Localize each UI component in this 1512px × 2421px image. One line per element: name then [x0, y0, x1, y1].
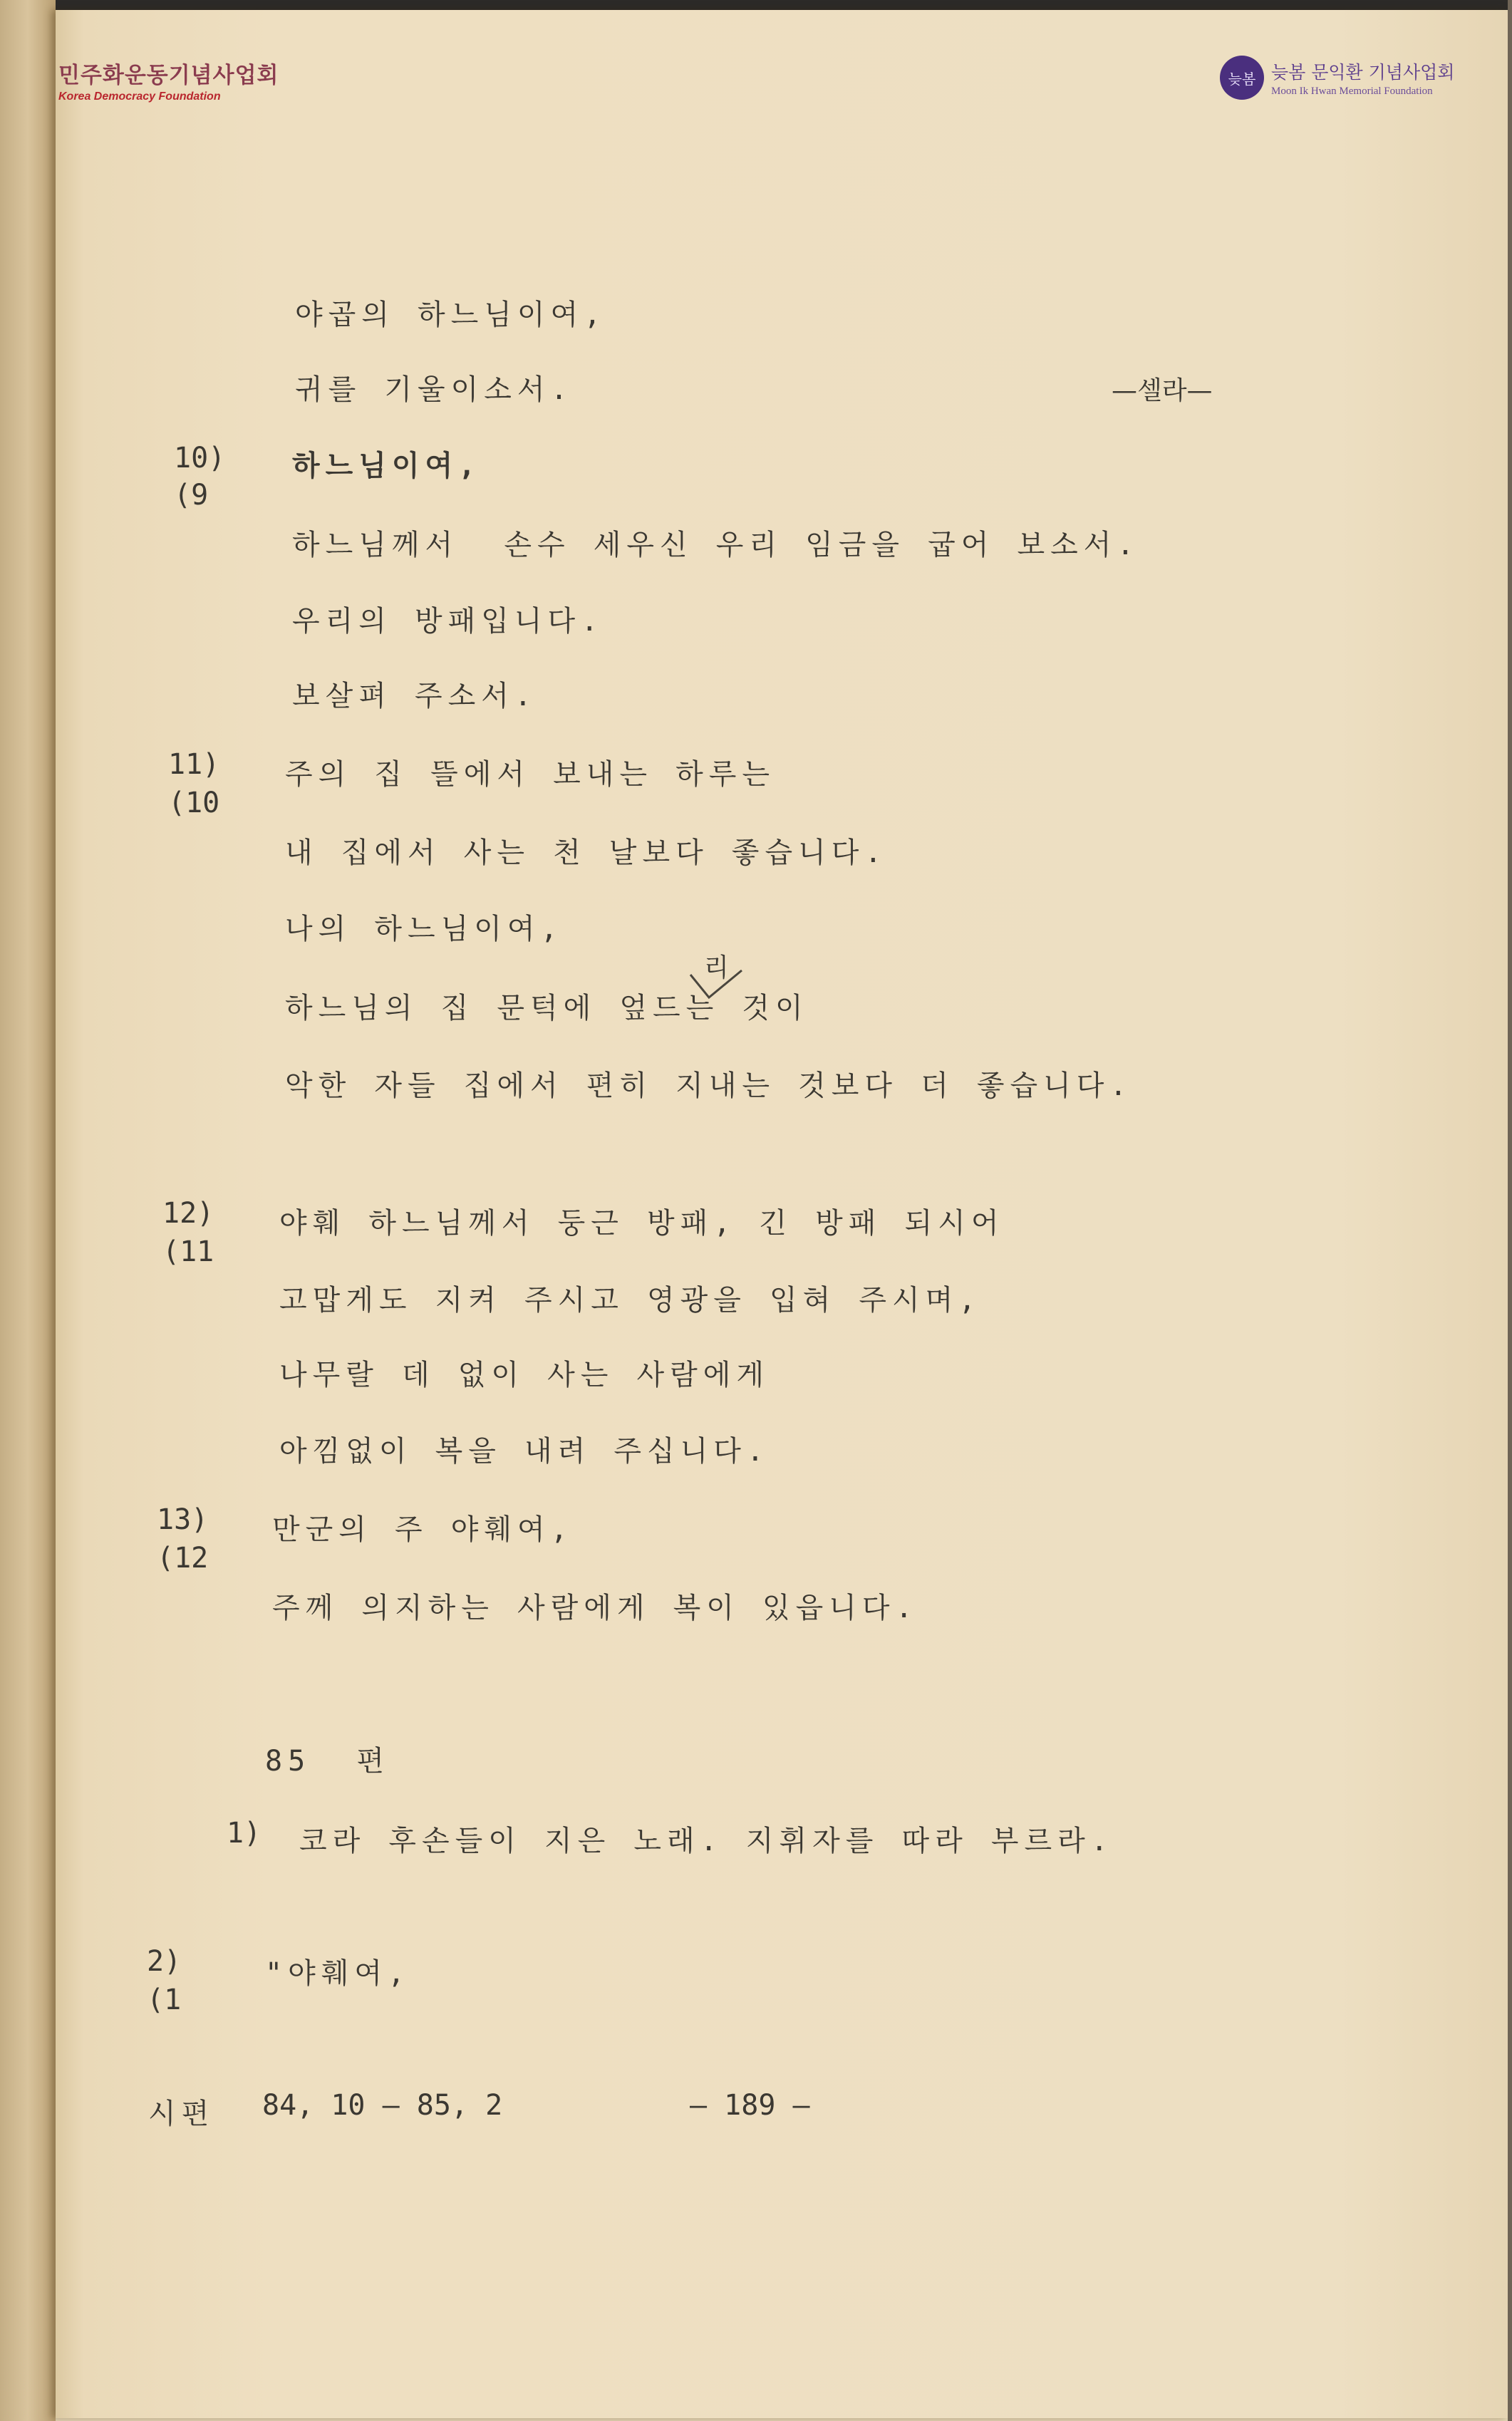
text-line: 주의 집 뜰에서 보내는 하루는	[285, 758, 776, 791]
verse-number: 2)	[147, 1945, 182, 1978]
moon-ik-hwan-foundation-logo	[1220, 56, 1454, 100]
text-line: 고맙게도 지켜 주시고 영광을 입혀 주시며,	[279, 1284, 982, 1317]
logo-right-english: Moon Ik Hwan Memorial Foundation	[1271, 85, 1433, 97]
logo-left-korean: 민주화운동기념사업회	[58, 63, 279, 88]
selah-annotation: —셀라—	[1112, 376, 1213, 405]
scan-right-edge	[1508, 0, 1512, 2421]
verse-alt-number: (10	[168, 787, 220, 819]
verse-alt-number: (1	[147, 1984, 182, 2016]
verse-number: 10)	[174, 442, 226, 475]
text-line: 야훼 하느님께서 둥근 방패, 긴 방패 되시어	[279, 1207, 1005, 1240]
verse-number: 1)	[227, 1817, 262, 1850]
scan-top-edge	[56, 0, 1512, 10]
book-gutter	[0, 0, 56, 2421]
verse-number: 11)	[168, 748, 220, 781]
verse-number: 13)	[157, 1503, 209, 1536]
verse-alt-number: (9	[174, 479, 209, 512]
text-line: 나무랄 데 없이 사는 사람에게	[279, 1359, 770, 1391]
text-line: 보살펴 주소서.	[292, 680, 538, 712]
text-line: 코라 후손들이 지은 노래. 지휘자를 따라 부르라.	[299, 1825, 1114, 1857]
text-line: 하느님께서 손수 세우신 우리 임금을 굽어 보소서.	[292, 529, 1140, 561]
text-line: 우리의 방패입니다.	[292, 605, 604, 638]
text-line: 나의 하느님이여,	[285, 913, 564, 945]
text-line: "야훼여,	[265, 1957, 411, 1990]
footer-reference: 84, 10 — 85, 2	[262, 2089, 503, 2122]
chapter-heading: 85 편	[265, 1745, 390, 1778]
logo-left-english: Korea Democracy Foundation	[58, 90, 221, 103]
text-line: 아낌없이 복을 내려 주십니다.	[279, 1435, 770, 1468]
foundation-seal-icon: 늦봄	[1220, 56, 1264, 100]
text-line: 주께 의지하는 사람에게 복이 있읍니다.	[272, 1592, 918, 1624]
text-line: 하느님의 집 문턱에 엎드는 것이	[285, 992, 809, 1025]
korea-democracy-foundation-logo	[58, 57, 279, 103]
text-line: 만군의 주 야훼여,	[272, 1513, 574, 1546]
logo-right-korean: 늦봄 문익환 기념사업회	[1271, 61, 1455, 83]
verse-number: 12)	[162, 1197, 214, 1230]
handwritten-insertion: 리	[704, 953, 729, 983]
text-line: 야곱의 하느님이여,	[295, 299, 607, 331]
text-line: 내 집에서 사는 천 날보다 좋습니다.	[285, 836, 888, 869]
verse-alt-number: (12	[157, 1542, 209, 1575]
page-number: — 189 —	[690, 2089, 810, 2122]
text-line: 악한 자들 집에서 편히 지내는 것보다 더 좋습니다.	[285, 1069, 1133, 1102]
text-line: 하느님이여,	[292, 450, 482, 482]
verse-alt-number: (11	[162, 1235, 214, 1268]
text-line: 귀를 기울이소서.	[295, 373, 574, 406]
footer-book-label: 시편	[148, 2098, 215, 2130]
